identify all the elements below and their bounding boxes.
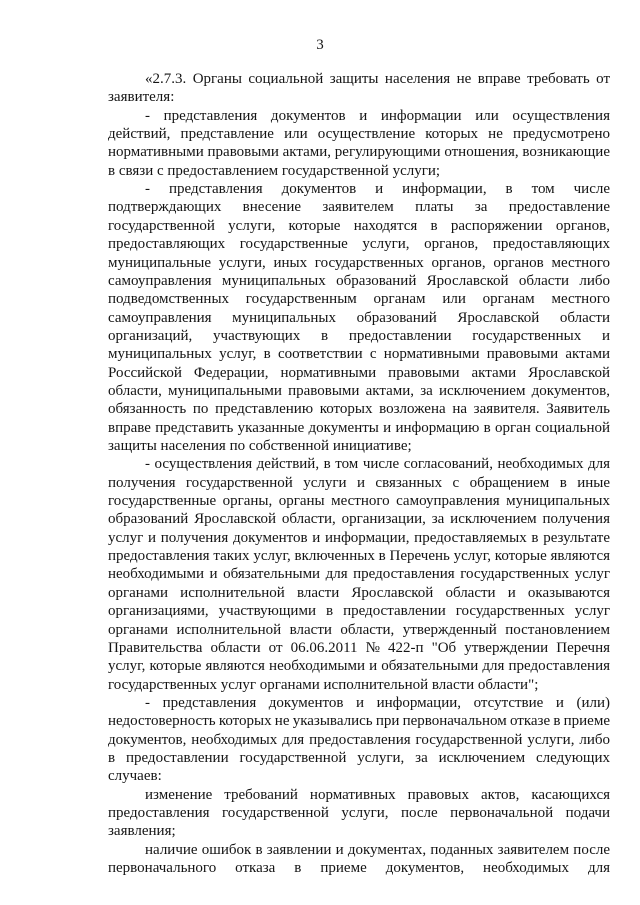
text-line: в связи с предоставлением государственной услуги; [108, 162, 441, 179]
text-line: предоставления государственной услуги, после первоначальной подачи [108, 805, 610, 821]
text-line: образований Ярославской области, организации, за исключением получения [108, 511, 610, 528]
text-line: первоначального отказа в приеме документов, необходимых для [108, 860, 610, 877]
text-line: защиты населения по собственной инициативе; [108, 438, 412, 454]
text-line: органами исполнительной власти области, утвержденный постановлением [108, 621, 610, 638]
page-number: 3 [316, 37, 324, 53]
text-line: государственной услуги, которые находятся в распоряжении органов, [108, 217, 610, 234]
text-line: самоуправления муниципальных образований Ярославской области либо [108, 272, 610, 289]
text-line: муниципальных услуг, в соответствии с нормативными правовыми актами [108, 346, 610, 363]
text-line: недостоверность которых не указывались при первоначальном отказе в приеме [108, 713, 610, 730]
text-line: услуг и получения документов и информации, предоставляемых в результате [108, 529, 610, 546]
paragraph-first-line: - представления документов и информации, в том числе [145, 181, 610, 198]
text-line: услуг, которые являются необходимыми и обязательными для предоставления [108, 658, 610, 675]
text-line: подтверждающих внесение заявителем платы за предоставление [108, 199, 610, 216]
paragraph-first-line: наличие ошибок в заявлении и документах, поданных заявителем после [145, 841, 610, 858]
text-line: самоуправления муниципальных образований Ярославской области [108, 309, 610, 326]
text-line: заявления; [108, 823, 176, 840]
paragraph-first-line: - осуществления действий, в том числе согласований, необходимых для [145, 456, 610, 473]
text-line: в предоставлении государственной услуги, за исключением следующих [108, 749, 610, 766]
text-line: муниципальные услуги, иных государственных органов, органов местного [108, 254, 610, 271]
paragraph-first-line: изменение требований нормативных правовых актов, касающихся [145, 786, 610, 803]
text-line: Правительства области от 06.06.2011 № 422-п "Об утверждении Перечня [108, 639, 610, 656]
text-line: организациями, участвующими в предоставлении государственных услуг [108, 603, 610, 620]
paragraph-first-line: - представления документов и информации, отсутствие и (или) [145, 694, 610, 711]
text-line: подведомственных государственным органам или органам местного [108, 291, 610, 308]
text-line: необходимыми и обязательными для предоставления государственных услуг [108, 566, 610, 583]
text-line: организаций, участвующих в предоставлении государственных и [108, 327, 610, 344]
text-line: области, муниципальными правовыми актами, за исключением документов, [108, 382, 610, 399]
text-line: вправе представить указанные документы и информацию в орган социальной [108, 419, 610, 436]
text-line: действий, представление или осуществление которых не предусмотрено [108, 126, 610, 143]
text-line: случаев: [108, 768, 162, 785]
text-line: Российской Федерации, нормативными правовыми актами Ярославской [108, 364, 610, 381]
text-line: государственных услуг органами исполнительной власти области"; [108, 676, 539, 693]
text-line: документов, необходимых для предоставления государственной услуги, либо [108, 731, 610, 748]
paragraph-first-line: - представления документов и информации или осуществления [145, 107, 610, 124]
text-line: государственные органы, органы местного самоуправления муниципальных [108, 493, 610, 510]
text-line: получения государственной услуги и связанных с обращением в иные [108, 474, 610, 491]
text-line: заявителя: [108, 89, 175, 106]
text-line: нормативными правовыми актами, регулирующими отношения, возникающие [108, 144, 610, 161]
text-line: предоставления таких услуг, включенных в Перечень услуг, которые являются [108, 548, 610, 565]
text-line: органами исполнительной власти Ярославской области и оказываются [108, 584, 610, 601]
text-line: обязанность по представлению которых возложена на заявителя. Заявитель [108, 401, 610, 418]
text-line: предоставляющих государственные услуги, органов, предоставляющих [108, 236, 610, 253]
paragraph-first-line: «2.7.3. Органы социальной защиты населения не вправе требовать от [145, 71, 610, 87]
